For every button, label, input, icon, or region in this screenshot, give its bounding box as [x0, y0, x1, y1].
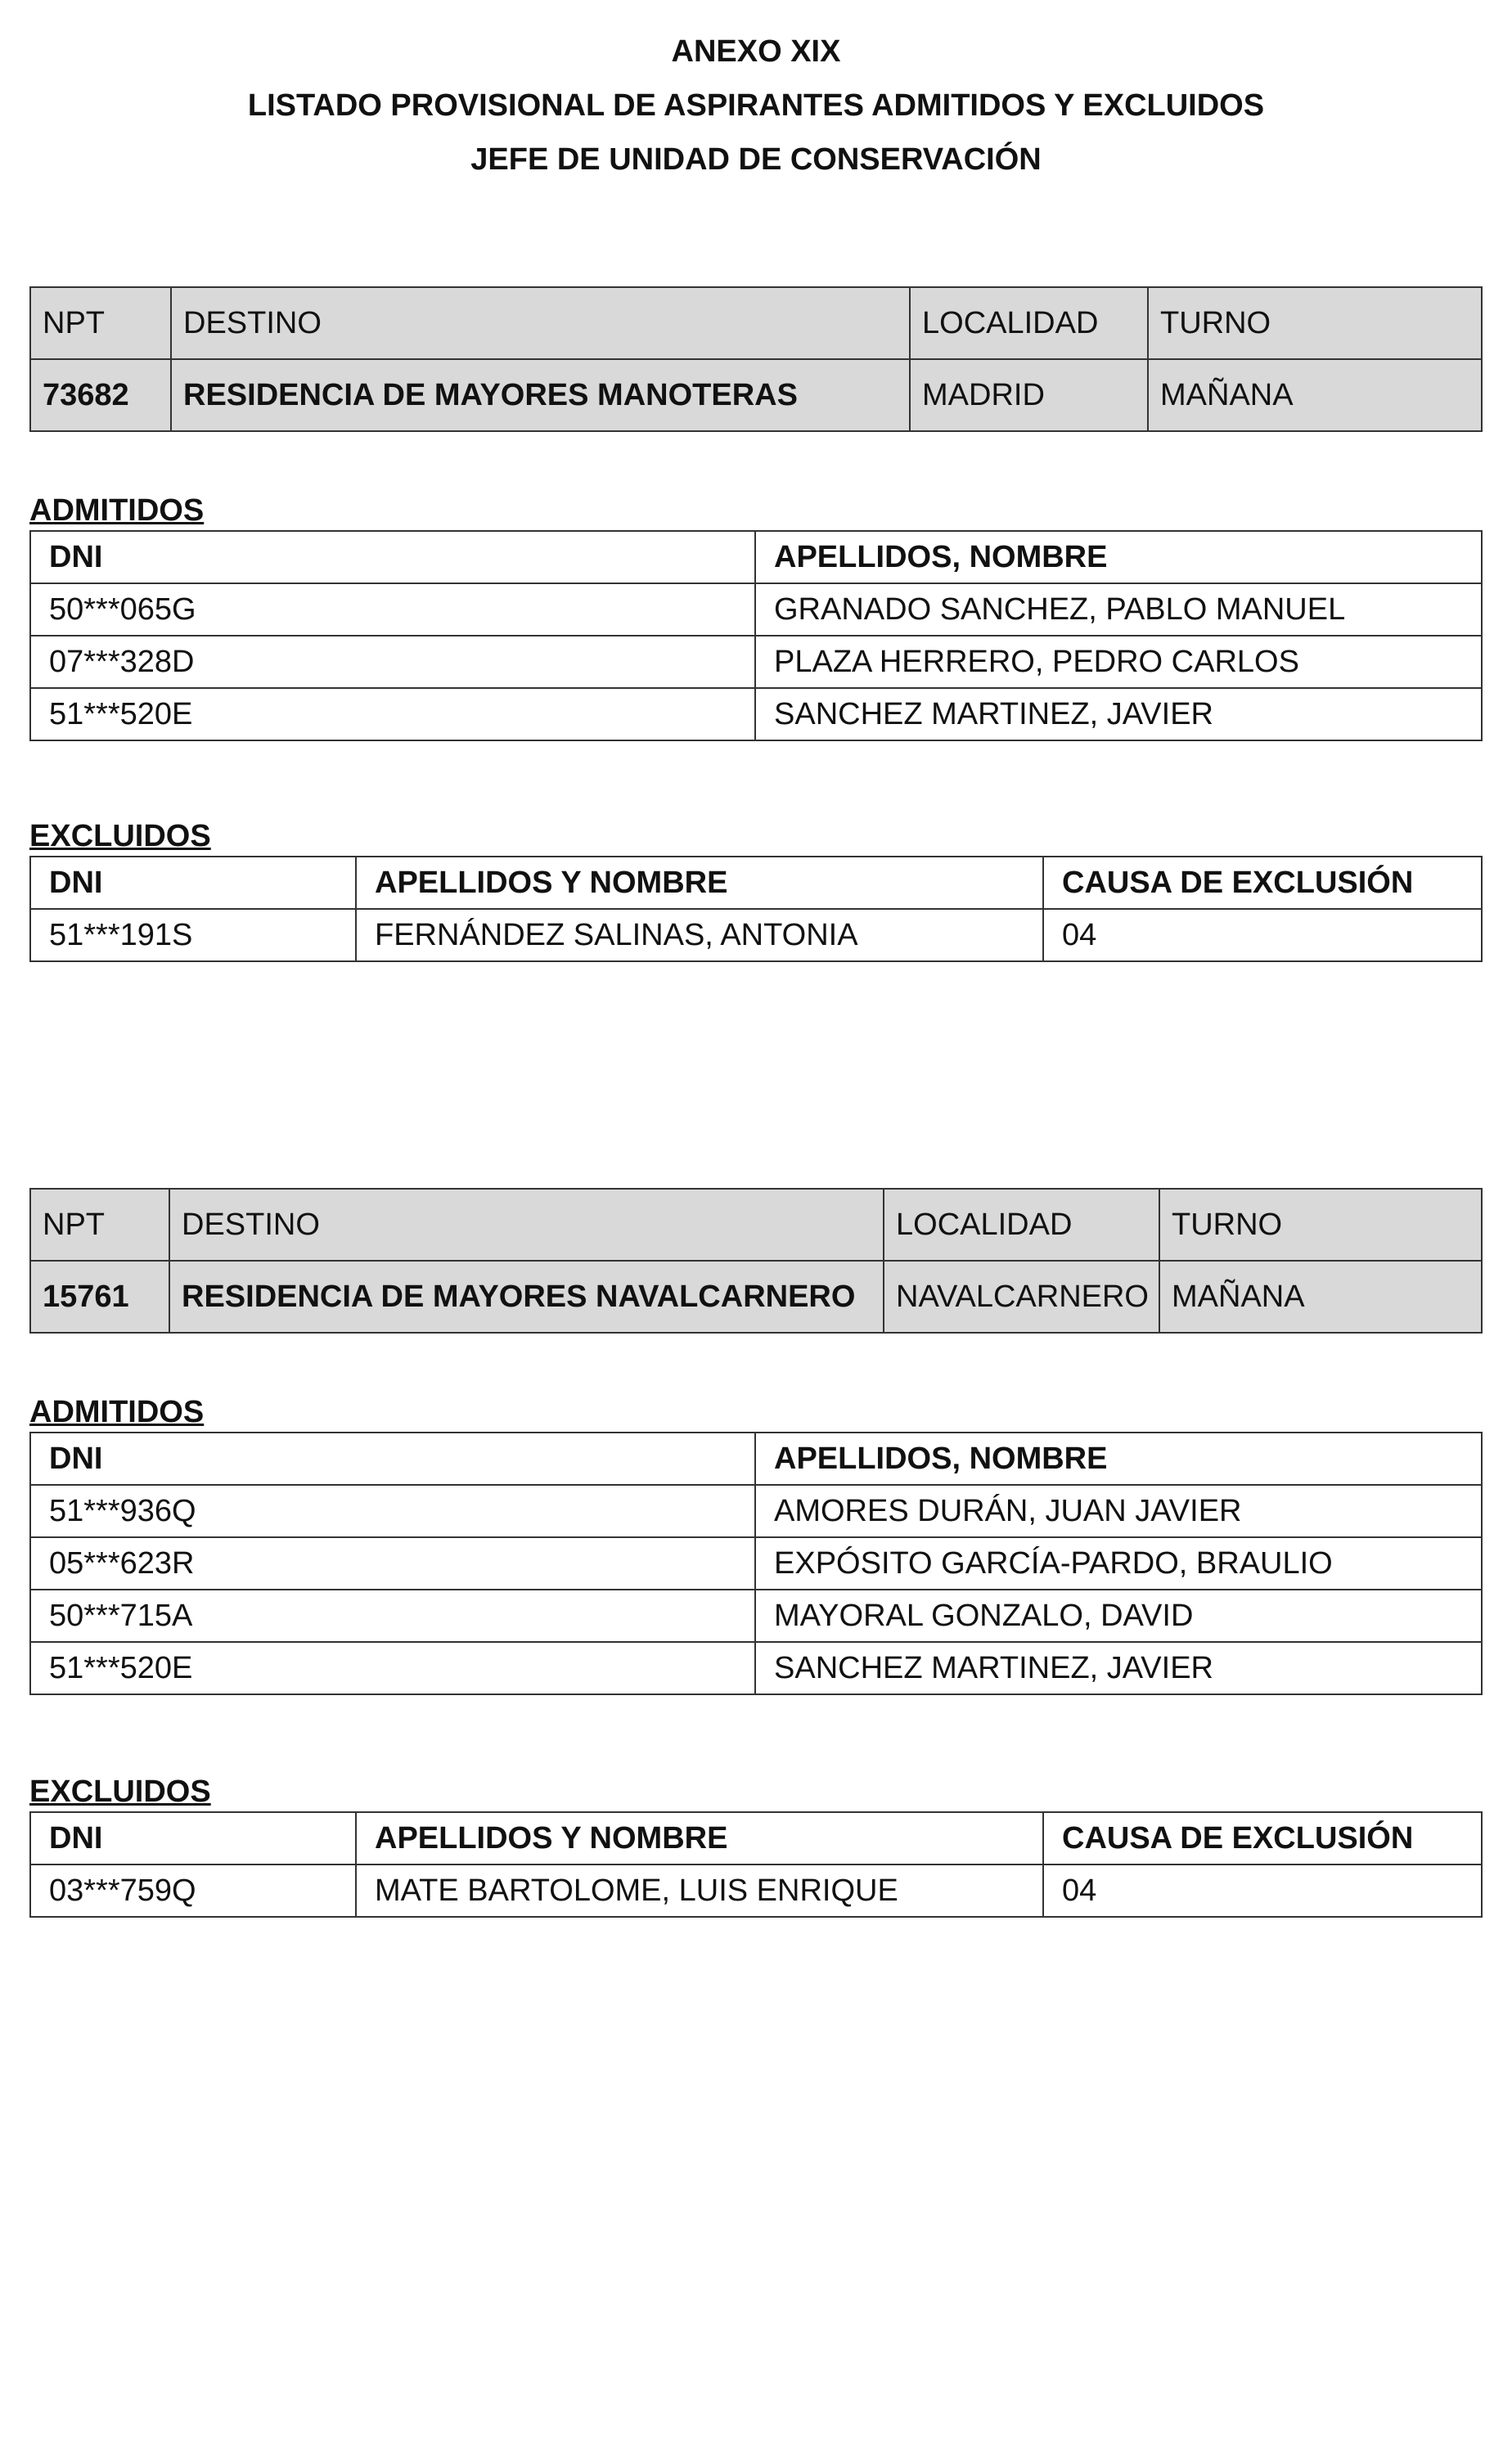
- annex-title: ANEXO XIX: [671, 34, 841, 69]
- table-row: [30, 636, 1482, 688]
- excluidos-label: EXCLUIDOS: [29, 1775, 211, 1809]
- apellidos-nombre-header: APELLIDOS, NOMBRE: [755, 1433, 1482, 1485]
- destino-header-row: [30, 1189, 1482, 1261]
- turno-header: TURNO: [1148, 287, 1482, 359]
- name-cell: SANCHEZ MARTINEZ, JAVIER: [755, 688, 1482, 740]
- dni-cell: 50***715A: [30, 1590, 755, 1642]
- causa-cell: 04: [1043, 909, 1482, 961]
- npt-header: NPT: [30, 1189, 169, 1261]
- destino-value: RESIDENCIA DE MAYORES MANOTERAS: [171, 359, 910, 431]
- destino-table-1-wrapper: [29, 286, 1481, 432]
- table-row: [30, 1485, 1482, 1537]
- excluidos-section-2: [29, 1772, 1481, 1918]
- name-cell: MAYORAL GONZALO, DAVID: [755, 1590, 1482, 1642]
- admitidos-label: ADMITIDOS: [29, 1395, 205, 1429]
- document-header: [0, 25, 1512, 187]
- destino-header-row: [30, 287, 1482, 359]
- admitidos-table: [29, 530, 1483, 741]
- destino-table: [29, 1188, 1483, 1334]
- apellidos-nombre-header: APELLIDOS Y NOMBRE: [356, 1812, 1043, 1864]
- name-cell: EXPÓSITO GARCÍA-PARDO, BRAULIO: [755, 1537, 1482, 1590]
- localidad-header: LOCALIDAD: [910, 287, 1148, 359]
- apellidos-nombre-header: APELLIDOS, NOMBRE: [755, 531, 1482, 583]
- turno-value: MAÑANA: [1159, 1261, 1482, 1333]
- causa-exclusion-header: CAUSA DE EXCLUSIÓN: [1043, 1812, 1482, 1864]
- admitidos-header-row: [30, 1433, 1482, 1485]
- dni-cell: 51***520E: [30, 688, 755, 740]
- turno-value: MAÑANA: [1148, 359, 1482, 431]
- table-row: [30, 688, 1482, 740]
- dni-header: DNI: [30, 857, 356, 909]
- causa-cell: 04: [1043, 1864, 1482, 1917]
- excluidos-section-1: [29, 816, 1481, 962]
- apellidos-nombre-header: APELLIDOS Y NOMBRE: [356, 857, 1043, 909]
- excluidos-table: [29, 1811, 1483, 1918]
- table-row: [30, 583, 1482, 636]
- destino-value: RESIDENCIA DE MAYORES NAVALCARNERO: [169, 1261, 884, 1333]
- table-row: [30, 1590, 1482, 1642]
- table-row: [30, 1864, 1482, 1917]
- localidad-header: LOCALIDAD: [884, 1189, 1159, 1261]
- excluidos-header-row: [30, 857, 1482, 909]
- dni-cell: 50***065G: [30, 583, 755, 636]
- localidad-value: MADRID: [910, 359, 1148, 431]
- destino-header: DESTINO: [169, 1189, 884, 1261]
- dni-cell: 07***328D: [30, 636, 755, 688]
- dni-cell: 05***623R: [30, 1537, 755, 1590]
- destino-value-row: [30, 359, 1482, 431]
- turno-header: TURNO: [1159, 1189, 1482, 1261]
- npt-value: 73682: [30, 359, 171, 431]
- destino-table: [29, 286, 1483, 432]
- npt-header: NPT: [30, 287, 171, 359]
- name-cell: SANCHEZ MARTINEZ, JAVIER: [755, 1642, 1482, 1694]
- dni-header: DNI: [30, 531, 755, 583]
- destino-value-row: [30, 1261, 1482, 1333]
- dni-cell: 51***936Q: [30, 1485, 755, 1537]
- destino-header: DESTINO: [171, 287, 910, 359]
- dni-header: DNI: [30, 1433, 755, 1485]
- name-cell: AMORES DURÁN, JUAN JAVIER: [755, 1485, 1482, 1537]
- localidad-value: NAVALCARNERO: [884, 1261, 1159, 1333]
- admitidos-label: ADMITIDOS: [29, 493, 205, 528]
- table-row: [30, 1642, 1482, 1694]
- excluidos-table: [29, 856, 1483, 962]
- name-cell: MATE BARTOLOME, LUIS ENRIQUE: [356, 1864, 1043, 1917]
- dni-cell: 03***759Q: [30, 1864, 356, 1917]
- excluidos-label: EXCLUIDOS: [29, 819, 211, 853]
- dni-header: DNI: [30, 1812, 356, 1864]
- name-cell: FERNÁNDEZ SALINAS, ANTONIA: [356, 909, 1043, 961]
- list-title: LISTADO PROVISIONAL DE ASPIRANTES ADMITIDOS Y EXCLUIDOS: [247, 88, 1265, 123]
- position-title: JEFE DE UNIDAD DE CONSERVACIÓN: [470, 142, 1042, 177]
- admitidos-section-2: [29, 1392, 1481, 1695]
- admitidos-table: [29, 1432, 1483, 1695]
- name-cell: GRANADO SANCHEZ, PABLO MANUEL: [755, 583, 1482, 636]
- table-row: [30, 1537, 1482, 1590]
- table-row: [30, 909, 1482, 961]
- destino-table-2-wrapper: [29, 1188, 1481, 1334]
- admitidos-section-1: [29, 491, 1481, 741]
- name-cell: PLAZA HERRERO, PEDRO CARLOS: [755, 636, 1482, 688]
- dni-cell: 51***520E: [30, 1642, 755, 1694]
- dni-cell: 51***191S: [30, 909, 356, 961]
- admitidos-header-row: [30, 531, 1482, 583]
- causa-exclusion-header: CAUSA DE EXCLUSIÓN: [1043, 857, 1482, 909]
- npt-value: 15761: [30, 1261, 169, 1333]
- excluidos-header-row: [30, 1812, 1482, 1864]
